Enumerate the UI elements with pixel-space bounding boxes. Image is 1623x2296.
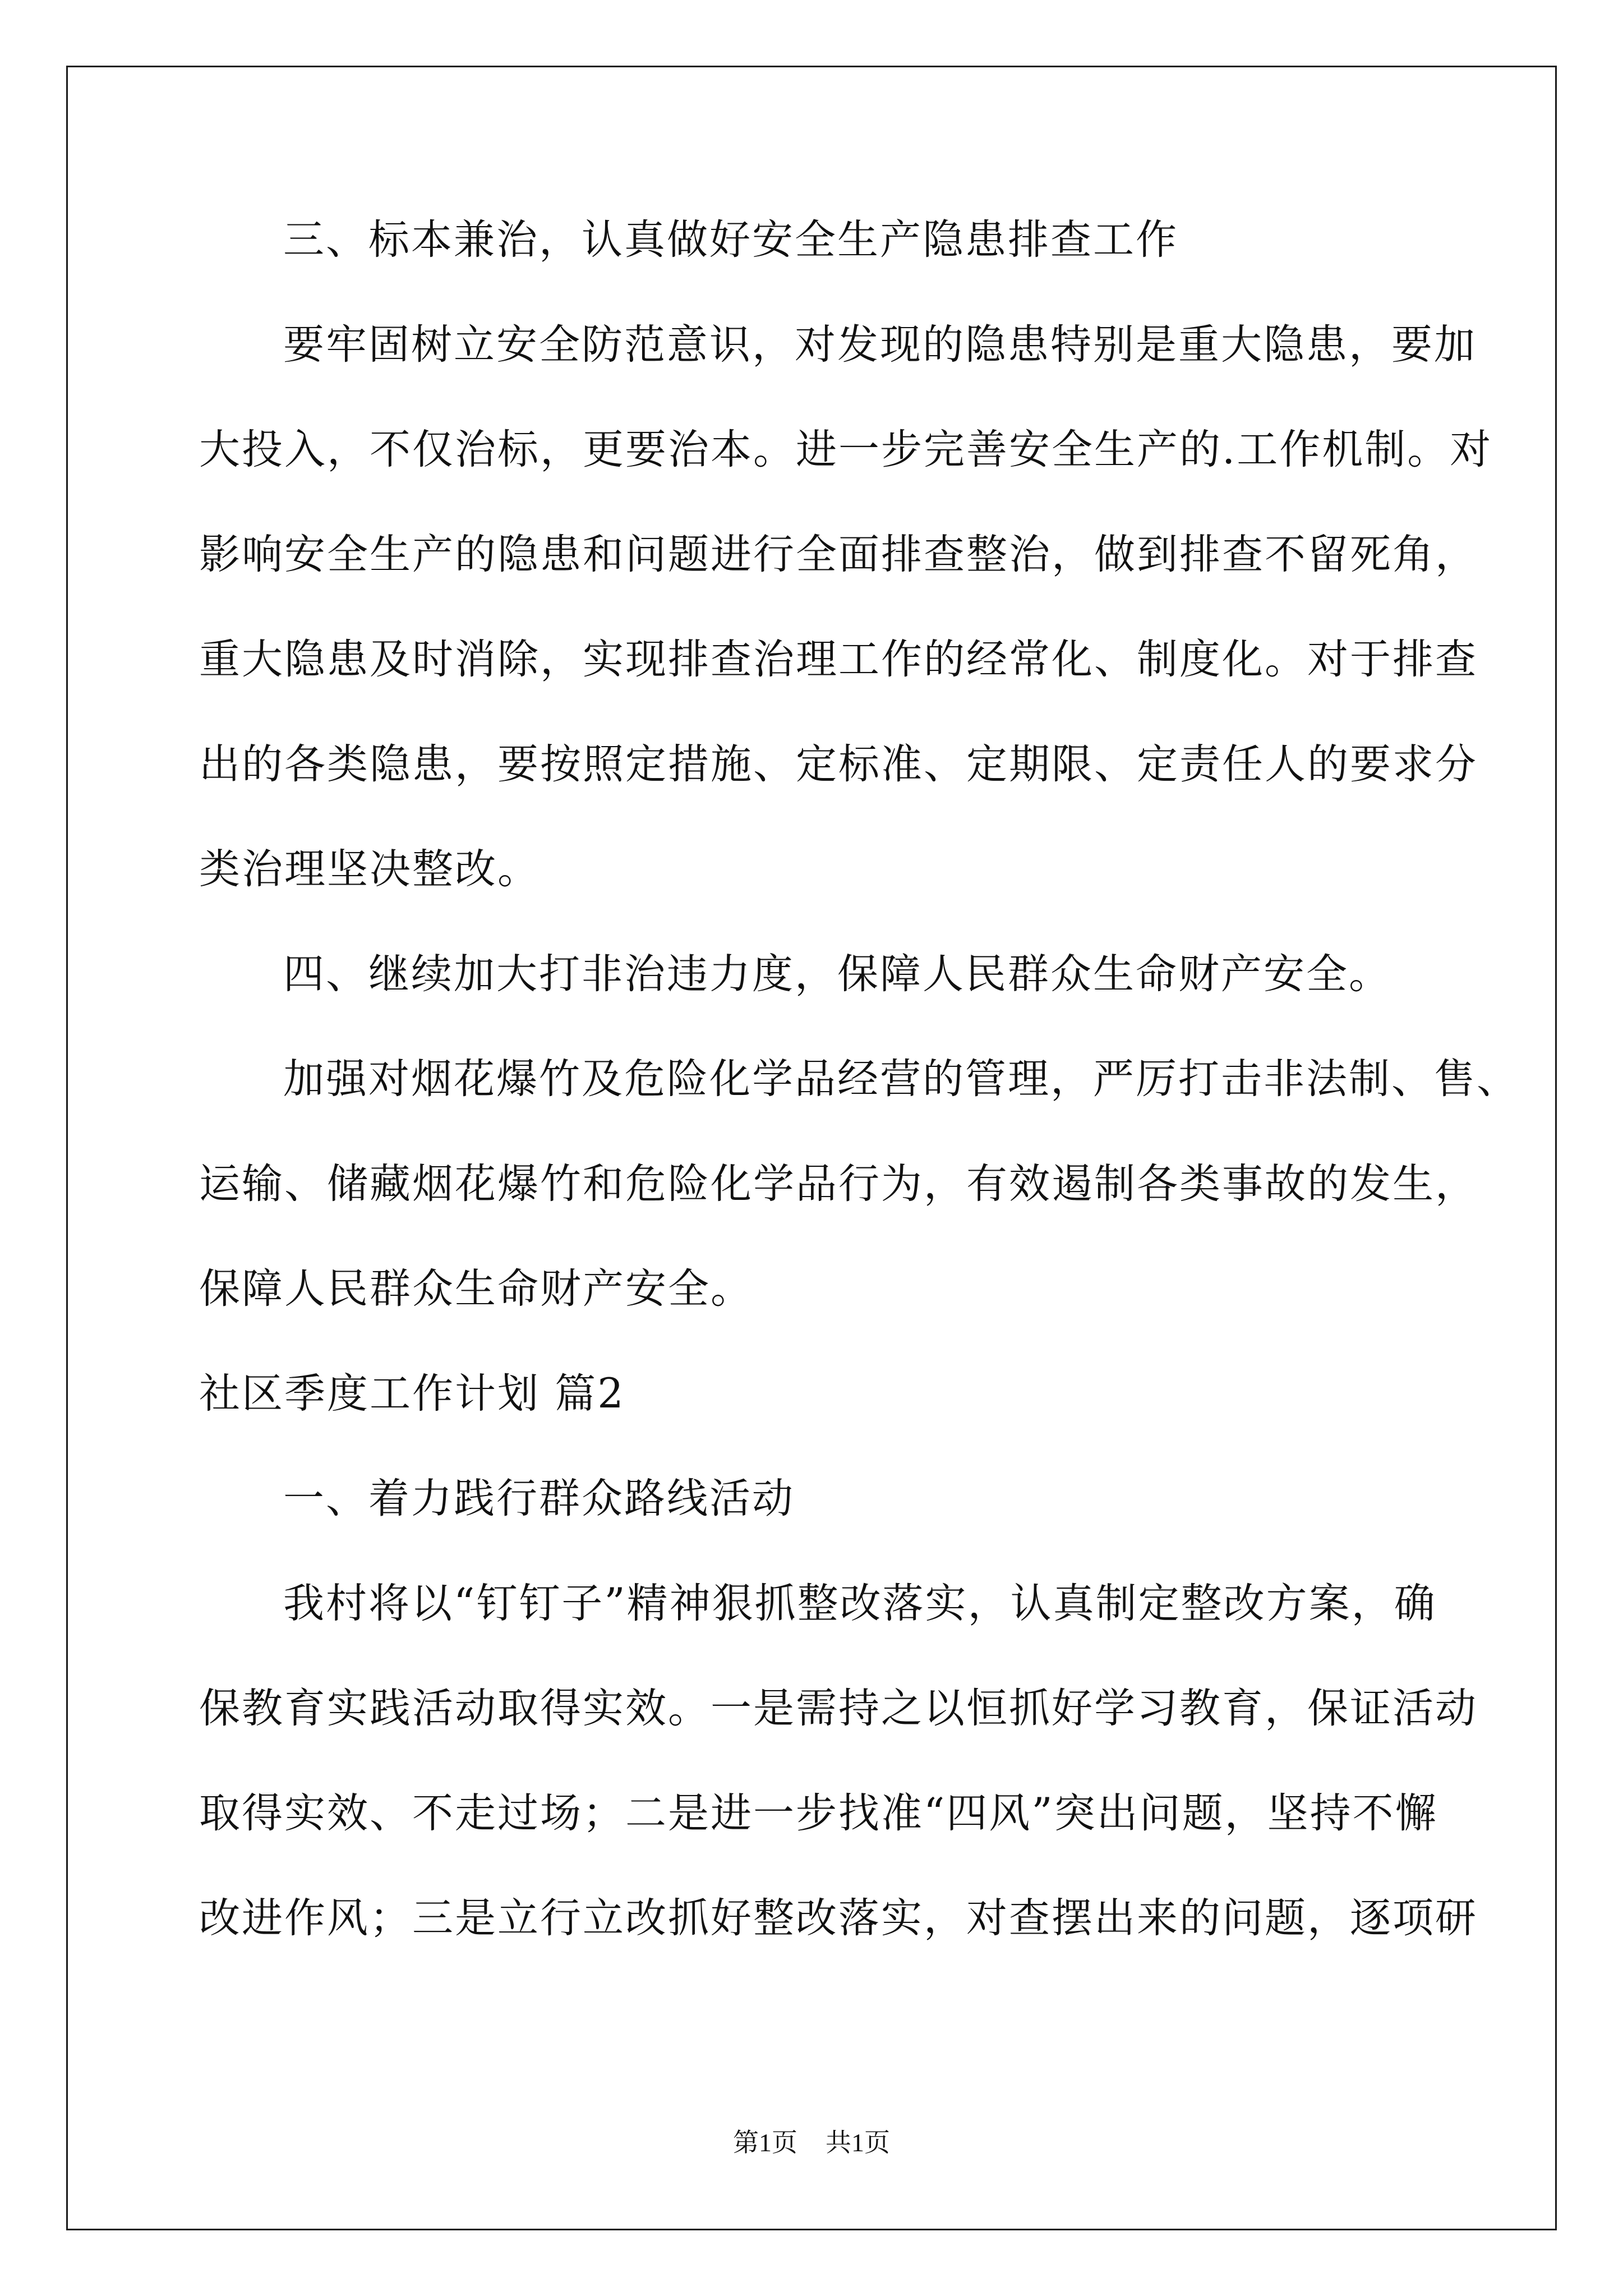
page-total: 共1页 <box>826 2128 890 2157</box>
paragraph-line: 保教育实践活动取得实效。一是需持之以恒抓好学习教育，保证活动 <box>199 1685 1478 1732</box>
section-heading-1: 一、着力践行群众路线活动 <box>283 1475 795 1522</box>
paragraph-line: 类治理坚决整改。 <box>199 845 540 893</box>
page-number: 第1页 <box>733 2128 797 2157</box>
paragraph-line: 大投入，不仅治标，更要治本。进一步完善安全生产的.工作机制。对 <box>199 426 1493 473</box>
paragraph-line: 要牢固树立安全防范意识，对发现的隐患特别是重大隐患，要加 <box>283 321 1477 369</box>
section-heading-4: 四、继续加大打非治违力度，保障人民群众生命财产安全。 <box>283 950 1391 998</box>
paragraph-line: 影响安全生产的隐患和问题进行全面排查整治，做到排查不留死角， <box>199 531 1478 578</box>
paragraph-line: 加强对烟花爆竹及危险化学品经营的管理，严厉打击非法制、售、 <box>283 1055 1519 1103</box>
paragraph-line: 改进作风；三是立行立改抓好整改落实，对查摆出来的问题，逐项研 <box>199 1894 1478 1942</box>
paragraph-line: 重大隐患及时消除，实现排查治理工作的经常化、制度化。对于排查 <box>199 636 1478 683</box>
paragraph-line: 我村将以“钉钉子”精神狠抓整改落实，认真制定整改方案，确 <box>283 1580 1437 1627</box>
paragraph-line: 保障人民群众生命财产安全。 <box>199 1265 753 1313</box>
page-footer <box>0 2126 1623 2160</box>
article-title: 社区季度工作计划 篇2 <box>199 1370 625 1418</box>
section-heading-3: 三、标本兼治，认真做好安全生产隐患排查工作 <box>283 216 1178 264</box>
paragraph-line: 出的各类隐患，要按照定措施、定标准、定期限、定责任人的要求分 <box>199 740 1478 788</box>
paragraph-line: 取得实效、不走过场；二是进一步找准“四风”突出问题，坚持不懈 <box>199 1789 1438 1837</box>
paragraph-line: 运输、储藏烟花爆竹和危险化学品行为，有效遏制各类事故的发生， <box>199 1160 1478 1208</box>
